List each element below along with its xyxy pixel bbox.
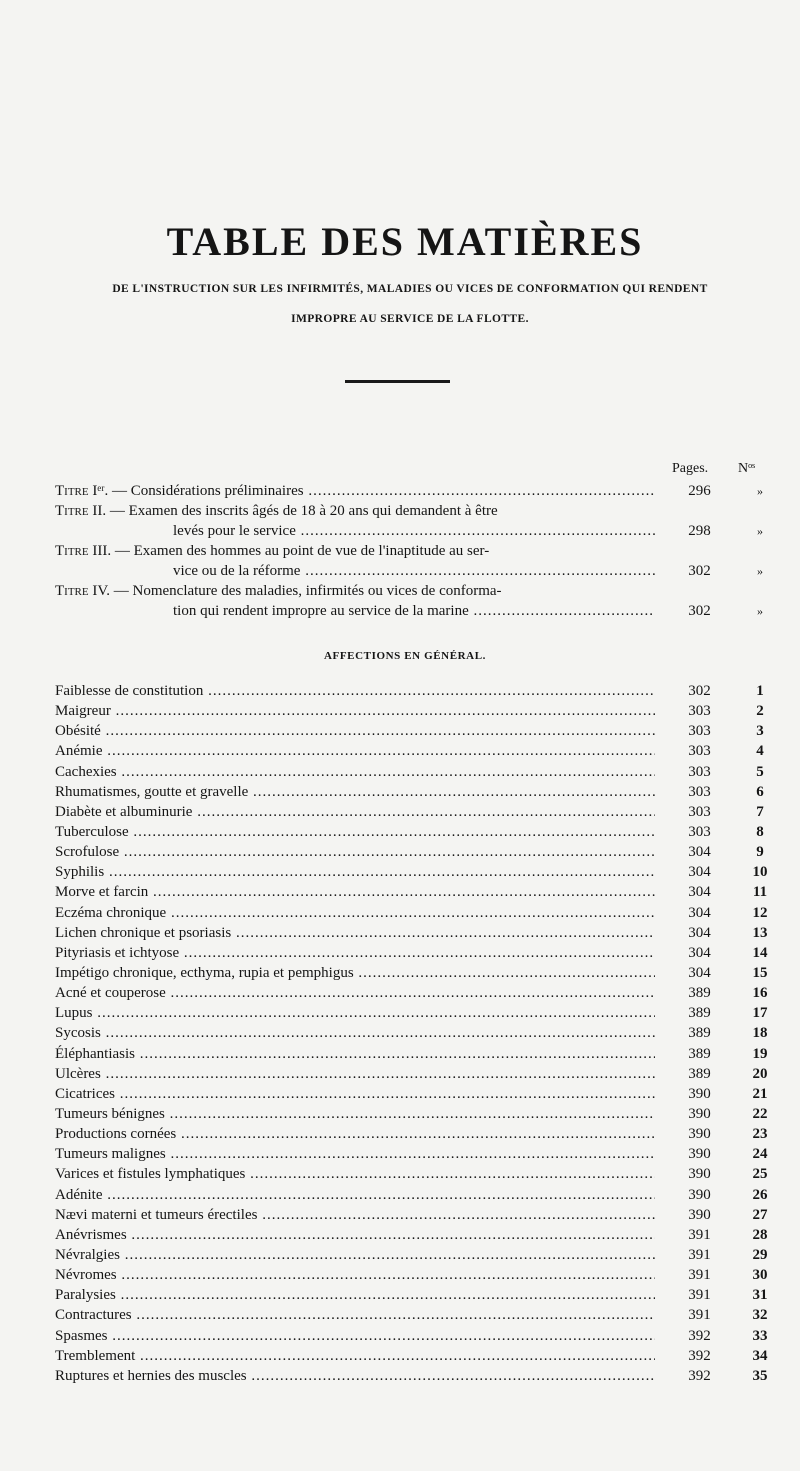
table-row <box>55 1023 775 1043</box>
entry-page: 304 <box>688 944 711 961</box>
entry-page: 390 <box>688 1146 711 1163</box>
entry-label: Tumeurs bénignes ..... <box>55 1104 655 1124</box>
entry-page: 304 <box>688 924 711 941</box>
entry-page: 391 <box>688 1226 711 1243</box>
titre-continuation: levés pour le service ..... <box>173 521 655 541</box>
table-row <box>55 1164 775 1184</box>
titre-label: Titre III. <box>55 543 112 559</box>
titres-list <box>55 481 775 621</box>
entry-number: 33 <box>752 1327 768 1344</box>
table-row <box>55 943 775 963</box>
entry-page: 304 <box>688 964 711 981</box>
titre-text: — Examen des inscrits âgés de 18 à 20 ans qui demandent à être <box>109 503 498 519</box>
entry-number: 19 <box>752 1045 768 1062</box>
table-row <box>55 963 775 983</box>
entry-label: Productions cornées ..... <box>55 1124 655 1144</box>
titre-number: » <box>757 604 763 618</box>
table-row <box>55 1265 775 1285</box>
entry-label: Diabète et albuminurie ..... <box>55 802 655 822</box>
titre-page: 302 <box>688 603 711 619</box>
subtitle-line-1: DE L'INSTRUCTION SUR LES INFIRMITÉS, MALADIES OU VICES DE CONFORMATION QUI RENDENT <box>112 283 708 295</box>
entry-number: 2 <box>756 703 764 720</box>
table-row <box>55 1185 775 1205</box>
entry-page: 389 <box>688 1005 711 1022</box>
entry-number: 14 <box>752 944 768 961</box>
titre-row <box>55 481 775 501</box>
table-row <box>55 1326 775 1346</box>
entry-label: Spasmes ..... <box>55 1326 655 1346</box>
entry-page: 389 <box>688 1045 711 1062</box>
entry-number: 31 <box>752 1287 768 1304</box>
entry-label: Obésité ..... <box>55 721 655 741</box>
entry-number: 24 <box>752 1146 768 1163</box>
entry-label: Faiblesse de constitution ..... <box>55 681 655 701</box>
titre-row-continuation <box>55 561 775 581</box>
entry-label: Névromes ..... <box>55 1265 655 1285</box>
entry-number: 20 <box>752 1065 768 1082</box>
table-row <box>55 1144 775 1164</box>
entry-number: 34 <box>752 1347 768 1364</box>
entry-label: Anémie ..... <box>55 741 655 761</box>
entry-number: 17 <box>752 1005 768 1022</box>
entry-page: 390 <box>688 1166 711 1183</box>
subtitle-line-2: IMPROPRE AU SERVICE DE LA FLOTTE. <box>291 313 529 325</box>
entry-label: Tremblement ..... <box>55 1346 655 1366</box>
entry-number: 3 <box>756 723 764 740</box>
entry-label: Tumeurs malignes ..... <box>55 1144 655 1164</box>
entry-number: 5 <box>756 763 764 780</box>
titre-label: Titre IV. <box>55 583 110 599</box>
entry-page: 389 <box>688 985 711 1002</box>
titre-number: » <box>757 564 763 578</box>
table-row <box>55 802 775 822</box>
entry-number: 12 <box>752 904 768 921</box>
titre-text: — Examen des hommes au point de vue de l'inaptitude au ser- <box>114 543 490 559</box>
entry-page: 303 <box>688 723 711 740</box>
entry-label: Contractures ..... <box>55 1305 655 1325</box>
titre-number: » <box>757 524 763 538</box>
entry-label: Eczéma chronique ..... <box>55 903 655 923</box>
entry-label: Tuberculose ..... <box>55 822 655 842</box>
entry-number: 21 <box>752 1085 768 1102</box>
entry-page: 392 <box>688 1347 711 1364</box>
titre-row <box>55 581 775 601</box>
table-row <box>55 1003 775 1023</box>
entry-label: Adénite ..... <box>55 1185 655 1205</box>
entry-number: 23 <box>752 1126 768 1143</box>
entry-label: Acné et couperose ..... <box>55 983 655 1003</box>
entry-page: 392 <box>688 1327 711 1344</box>
section-heading: AFFECTIONS EN GÉNÉRAL. <box>323 650 487 662</box>
entry-page: 390 <box>688 1085 711 1102</box>
entry-number: 8 <box>756 823 764 840</box>
titre-page: 302 <box>688 563 711 579</box>
page-title: TABLE DES MATIÈRES <box>166 219 644 264</box>
table-row <box>55 983 775 1003</box>
titre-continuation: vice ou de la réforme ..... <box>173 561 655 581</box>
titre-row <box>55 541 775 561</box>
table-row <box>55 1285 775 1305</box>
table-row <box>55 762 775 782</box>
table-row <box>55 782 775 802</box>
table-row <box>55 1064 775 1084</box>
entry-page: 304 <box>688 864 711 881</box>
entry-page: 303 <box>688 763 711 780</box>
entry-page: 303 <box>688 703 711 720</box>
entry-label: Morve et farcin ..... <box>55 882 655 902</box>
entry-label: Cachexies ..... <box>55 762 655 782</box>
titre-text: — Nomenclature des maladies, infirmités ou vices de conforma- <box>113 583 502 599</box>
entry-number: 6 <box>756 783 764 800</box>
entry-number: 10 <box>752 864 768 881</box>
entry-label: Anévrismes ..... <box>55 1225 655 1245</box>
entry-page: 391 <box>688 1267 711 1284</box>
table-row <box>55 701 775 721</box>
titre-row <box>55 501 775 521</box>
entry-number: 25 <box>752 1166 768 1183</box>
entry-page: 302 <box>688 683 711 699</box>
numbers-column-header: Nᵒˢ <box>738 461 756 476</box>
entry-label: Éléphantiasis ..... <box>55 1044 655 1064</box>
entry-number: 27 <box>752 1206 768 1223</box>
entry-page: 303 <box>688 823 711 840</box>
entry-number: 26 <box>752 1186 768 1203</box>
entry-page: 389 <box>688 1065 711 1082</box>
table-row <box>55 842 775 862</box>
entry-number: 18 <box>752 1025 768 1042</box>
titre-page: 298 <box>688 523 711 539</box>
table-row <box>55 1305 775 1325</box>
table-row <box>55 1245 775 1265</box>
entry-number: 32 <box>752 1307 768 1324</box>
entry-label: Cicatrices ..... <box>55 1084 655 1104</box>
table-row <box>55 1225 775 1245</box>
entry-number: 1 <box>756 683 764 699</box>
table-row <box>55 822 775 842</box>
entry-label: Lupus ..... <box>55 1003 655 1023</box>
table-row <box>55 1346 775 1366</box>
entry-label: Maigreur ..... <box>55 701 655 721</box>
table-row <box>55 721 775 741</box>
titre-row-continuation <box>55 601 775 621</box>
table-row <box>55 882 775 902</box>
entry-label: Ulcères ..... <box>55 1064 655 1084</box>
titre-text: — Considérations préliminaires <box>111 483 304 499</box>
titre-continuation: tion qui rendent impropre au service de la marine ..... <box>173 601 655 621</box>
entry-page: 390 <box>688 1186 711 1203</box>
entries-list <box>55 681 775 1386</box>
entry-page: 390 <box>688 1105 711 1122</box>
table-row <box>55 903 775 923</box>
entry-page: 304 <box>688 884 711 901</box>
table-row <box>55 923 775 943</box>
entry-label: Varices et fistules lymphatiques ..... <box>55 1164 655 1184</box>
entry-number: 4 <box>756 743 764 760</box>
titre-label: Titre II. <box>55 503 107 519</box>
entry-label: Névralgies ..... <box>55 1245 655 1265</box>
entry-number: 29 <box>752 1246 768 1263</box>
table-row <box>55 1104 775 1124</box>
entry-page: 303 <box>688 743 711 760</box>
table-row <box>55 741 775 761</box>
entry-page: 303 <box>688 803 711 820</box>
entry-page: 390 <box>688 1126 711 1143</box>
entry-label: Lichen chronique et psoriasis ..... <box>55 923 655 943</box>
entry-page: 304 <box>688 904 711 921</box>
entry-number: 7 <box>756 803 764 820</box>
entry-number: 30 <box>752 1267 768 1284</box>
entry-page: 304 <box>688 844 711 861</box>
entry-number: 15 <box>752 964 768 981</box>
title-divider <box>345 380 450 383</box>
pages-column-header: Pages. <box>672 461 709 476</box>
entry-number: 9 <box>756 844 764 861</box>
entry-label: Syphilis ..... <box>55 862 655 882</box>
entry-number: 35 <box>752 1367 768 1384</box>
entry-page: 391 <box>688 1307 711 1324</box>
table-row <box>55 1084 775 1104</box>
entry-label: Impétigo chronique, ecthyma, rupia et pemphigus ..... <box>55 963 655 983</box>
entry-label: Paralysies ..... <box>55 1285 655 1305</box>
titre-label: Titre Iᵉʳ. <box>55 483 109 499</box>
entry-number: 13 <box>752 924 768 941</box>
entry-page: 391 <box>688 1246 711 1263</box>
entry-number: 28 <box>752 1226 768 1243</box>
entry-number: 22 <box>752 1105 768 1122</box>
entry-number: 16 <box>752 985 768 1002</box>
entry-page: 391 <box>688 1287 711 1304</box>
entry-label: Pityriasis et ichtyose ..... <box>55 943 655 963</box>
table-row <box>55 1205 775 1225</box>
entry-label: Sycosis ..... <box>55 1023 655 1043</box>
titre-page: 296 <box>688 483 711 499</box>
table-row <box>55 1366 775 1386</box>
entry-page: 390 <box>688 1206 711 1223</box>
entry-label: Rhumatismes, goutte et gravelle ..... <box>55 782 655 802</box>
entry-page: 392 <box>688 1367 711 1384</box>
table-row <box>55 1044 775 1064</box>
entry-label: Scrofulose ..... <box>55 842 655 862</box>
entry-page: 303 <box>688 783 711 800</box>
titre-row-continuation <box>55 521 775 541</box>
table-row <box>55 681 775 701</box>
table-row <box>55 862 775 882</box>
entry-label: Ruptures et hernies des muscles ..... <box>55 1366 655 1386</box>
entry-label: Nævi materni et tumeurs érectiles ..... <box>55 1205 655 1225</box>
entry-number: 11 <box>752 884 768 901</box>
entry-page: 389 <box>688 1025 711 1042</box>
table-row <box>55 1124 775 1144</box>
titre-number: » <box>757 484 763 498</box>
